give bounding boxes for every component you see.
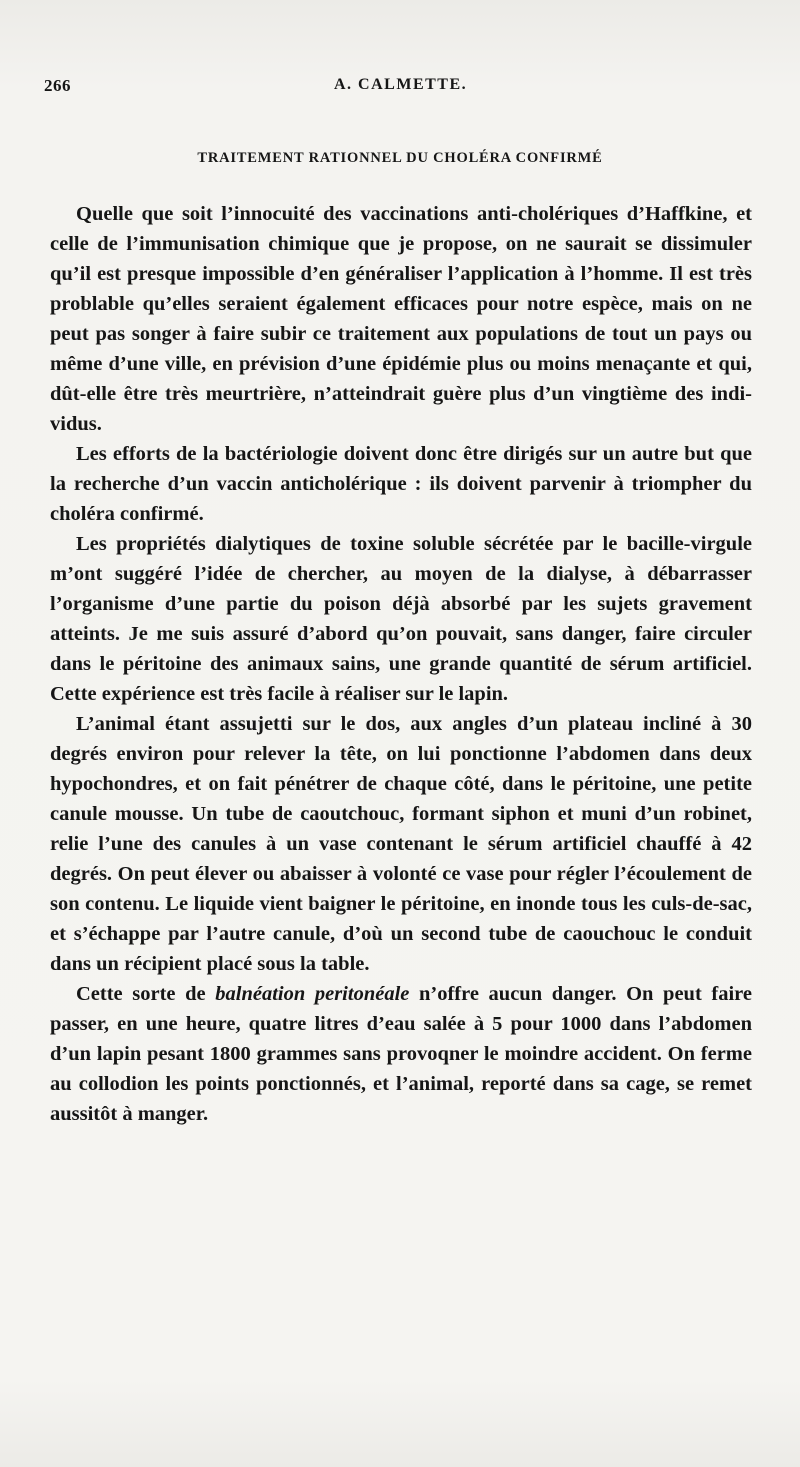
section-title: TRAITEMENT RATIONNEL DU CHOLÉRA CONFIRMÉ [197,150,603,166]
running-head: A. CALMETTE. [334,76,468,93]
emphasized-term: balnéation peritonéale [215,983,410,1005]
paragraph: Les efforts de la bactériologie doivent donc être dirigés sur un autre but que la recherche d’un vaccin anticholérique : ils doivent parvenir à triompher du choléra confirmé. [50,443,752,525]
paragraph: Quelle que soit l’innocuité des vaccinations anti-cholériques d’Haffkine, et celle de l’immunisation chimique que je propose, on ne saurait se dissimuler qu’il est presque impossible d’en généraliser l’application à l’homme. Il est très problable qu’elles seraient également efficaces pour notre espèce, mais on ne peut pas songer à faire subir ce traitement aux populations de tout un pays ou même d’une ville, en prévision d’une épidémie plus ou moins menaçante et qui, dût-elle être très meurtrière, n’atteindrait guère plus d’un vingtième des individus. [50,203,752,435]
paragraph-text: n’offre aucun danger. On peut faire passer, en une heure, quatre litres d’eau salée à 5 pour 1000 dans l’abdomen d’un lapin pesant 1800 grammes sans provoqner le moindre accident. On ferme au collodion les points ponctionnés, et l’animal, reporté dans sa cage, se remet aussitôt à manger. [50,983,752,1125]
body-text [50,199,752,1129]
paragraph: L’animal étant assujetti sur le dos, aux angles d’un plateau incliné à 30 degrés environ pour relever la tête, on lui ponctionne l’abdomen dans deux hypochondres, et on fait pénétrer de chaque côté, dans le péritoine, une petite canule mousse. Un tube de caoutchouc, formant siphon et muni d’un robinet, relie l’une des canules à un vase contenant le sérum artificiel chauffé à 42 degrés. On peut élever ou abaisser à volonté ce vase pour régler l’écoulement de son contenu. Le liquide vient baigner le péritoine, en inonde tous les culs-de-sac, et s’échappe par l’autre canule, d’où un second tube de caouchouc le conduit dans un récipient placé sous la table. [50,713,752,975]
paragraph: Les propriétés dialytiques de toxine soluble sécrétée par le bacille-virgule m’ont suggéré l’idée de chercher, au moyen de la dialyse, à débarrasser l’organisme d’une partie du poison déjà absorbé par les sujets gravement atteints. Je me suis assuré d’abord qu’on pouvait, sans danger, faire circuler dans le péritoine des animaux sains, une grande quantité de sérum artificiel. Cette expérience est très facile à réaliser sur le lapin. [50,533,752,705]
page-header [44,74,764,102]
page-number: 266 [44,76,71,95]
paragraph-text: Cette sorte de [76,983,216,1005]
paragraph-last [50,979,752,1129]
